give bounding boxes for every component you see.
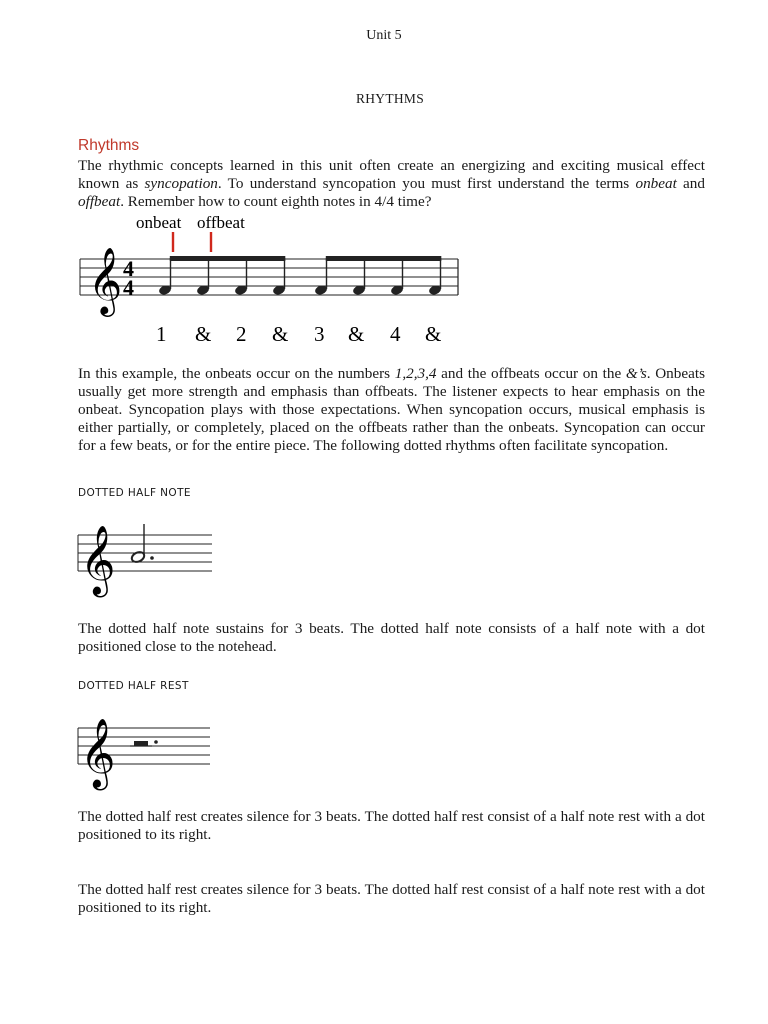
dotted-half-note-text: The dotted half note sustains for 3 beats. The dotted half note consists of a half note with a dot positioned close to the notehead. (78, 620, 705, 655)
treble-clef-icon: 𝄞 (80, 720, 116, 786)
beam (326, 256, 442, 261)
half-rest-block (134, 741, 148, 746)
count-label: 3 (314, 322, 325, 346)
dotted-half-note-figure (70, 510, 220, 600)
onbeat-label: onbeat (136, 213, 182, 232)
beat-counts (156, 322, 441, 346)
dotted-half-rest-text: The dotted half rest creates silence for 3 beats. The dotted half rest consist of a half note rest with a dot positioned to its right. (78, 808, 705, 843)
count-label: & (348, 322, 365, 346)
eighth-notes (158, 256, 442, 296)
count-label: 4 (390, 322, 401, 346)
dotted-half-note-caption: DOTTED HALF NOTE (78, 487, 191, 499)
time-signature-top: 4 (123, 256, 134, 281)
augmentation-dot (150, 556, 154, 560)
treble-clef-icon: 𝄞 (88, 248, 123, 313)
offbeat-label: offbeat (197, 213, 245, 232)
page-title: RHYTHMS (355, 91, 425, 106)
dotted-half-rest-text-repeat: The dotted half rest creates silence for 3 beats. The dotted half rest consist of a half note rest with a dot positioned to its right. (78, 881, 705, 916)
count-label: & (272, 322, 289, 346)
count-label: & (425, 322, 442, 346)
intro-paragraph: The rhythmic concepts learned in this unit often create an energizing and exciting musical effect known as syncopation. To understand syncopation you must first understand the terms onbeat and offbeat. Remember how to count eighth notes in 4/4 time? (78, 157, 705, 210)
eighth-note-staff-figure (70, 208, 470, 348)
dotted-half-rest-caption: DOTTED HALF REST (78, 680, 189, 692)
section-heading: Rhythms (78, 137, 140, 154)
beam (170, 256, 285, 261)
treble-clef-icon: 𝄞 (80, 527, 116, 593)
count-label: & (195, 322, 212, 346)
time-signature-bottom: 4 (123, 275, 134, 300)
count-label: 1 (156, 322, 167, 346)
explanation-paragraph: In this example, the onbeats occur on the numbers 1,2,3,4 and the offbeats occur on the &’s. Onbeats usually get more strength and emphasis than offbeats. The listener expects to hear emphasis on the onbeat. Syncopation plays with those expectations. When syncopation occurs, musical emphasis is either partially, or completely, placed on the offbeats rather than the onbeats. Syncopation can occur for a few beats, or for the entire piece. The following dotted rhythms often facilitate syncopation. (78, 365, 705, 454)
unit-label: Unit 5 (366, 28, 402, 43)
dotted-half-rest-figure (70, 705, 220, 795)
count-label: 2 (236, 322, 247, 346)
augmentation-dot (154, 740, 158, 744)
